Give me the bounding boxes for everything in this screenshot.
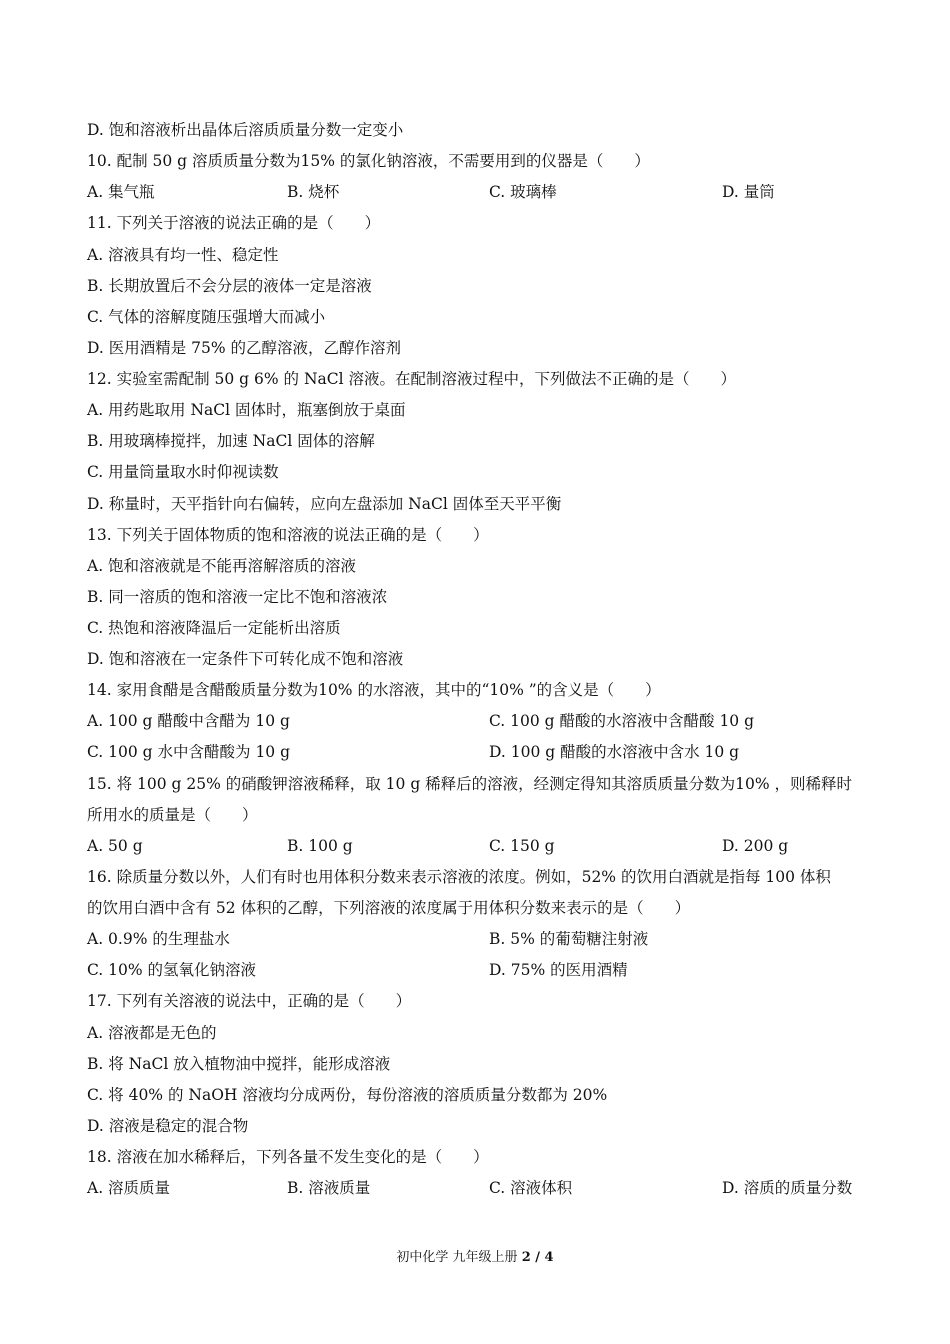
option-d: D. 饱和溶液在一定条件下可转化成不饱和溶液	[87, 650, 404, 668]
option-d: D. 75% 的医用酒精	[489, 961, 628, 979]
option-a: A. 饱和溶液就是不能再溶解溶质的溶液	[87, 557, 357, 575]
option-a: A. 集气瓶	[87, 183, 155, 201]
option-d: D. 医用酒精是 75% 的乙醇溶液，乙醇作溶剂	[87, 339, 402, 357]
option-c: C. 热饱和溶液降温后一定能析出溶质	[87, 619, 341, 637]
question-10: 10. 配制 50 g 溶质质量分数为15% 的氯化钠溶液，不需要用到的仪器是（ ）	[87, 152, 650, 170]
option-c: C. 100 g 水中含醋酸为 10 g	[87, 743, 291, 761]
option-a: A. 溶质质量	[87, 1179, 171, 1197]
option-c: C. 溶液体积	[489, 1179, 573, 1197]
option-b: B. 5% 的葡萄糖注射液	[489, 930, 649, 948]
question-16: 16. 除质量分数以外，人们有时也用体积分数来表示溶液的浓度。例如，52% 的饮用白酒就是指每 100 体积	[87, 868, 831, 886]
page-footer	[0, 1246, 950, 1265]
question-14: 14. 家用食醋是含醋酸质量分数为10% 的水溶液，其中的“10% ”的含义是（ ）	[87, 681, 661, 699]
option-d: D. 溶液是稳定的混合物	[87, 1117, 249, 1135]
option-b: B. 溶液质量	[287, 1179, 371, 1197]
question-15: 15. 将 100 g 25% 的硝酸钾溶液稀释，取 10 g 稀释后的溶液，经测定得知其溶质质量分数为10% ，则稀释时	[87, 775, 853, 793]
option-d: D. 200 g	[722, 837, 789, 855]
option-a: A. 溶液都是无色的	[87, 1024, 217, 1042]
option-c: C. 用量筒量取水时仰视读数	[87, 463, 279, 481]
option-a: A. 溶液具有均一性、稳定性	[87, 246, 279, 264]
footer-label: 初中化学 九年级上册	[396, 1250, 522, 1265]
option-d-q9: D. 饱和溶液析出晶体后溶质质量分数一定变小	[87, 121, 404, 139]
option-c: C. 气体的溶解度随压强增大而减小	[87, 308, 326, 326]
option-d: D. 溶质的质量分数	[722, 1179, 853, 1197]
option-a: A. 100 g 醋酸中含醋为 10 g	[87, 712, 290, 730]
question-18: 18. 溶液在加水稀释后，下列各量不发生变化的是（ ）	[87, 1148, 489, 1166]
question-12: 12. 实验室需配制 50 g 6% 的 NaCl 溶液。在配制溶液过程中，下列做法不正确的是（ ）	[87, 370, 736, 388]
option-b: B. 长期放置后不会分层的液体一定是溶液	[87, 277, 372, 295]
option-c: C. 10% 的氢氧化钠溶液	[87, 961, 257, 979]
option-b: B. 烧杯	[287, 183, 340, 201]
option-a: A. 用药匙取用 NaCl 固体时，瓶塞倒放于桌面	[87, 401, 406, 419]
question-17: 17. 下列有关溶液的说法中，正确的是（ ）	[87, 992, 412, 1010]
option-c: C. 100 g 醋酸的水溶液中含醋酸 10 g	[489, 712, 755, 730]
page-number: 2 / 4	[521, 1250, 554, 1265]
option-d: D. 量筒	[722, 183, 775, 201]
option-c: C. 玻璃棒	[489, 183, 557, 201]
question-11: 11. 下列关于溶液的说法正确的是（ ）	[87, 214, 381, 232]
option-c: C. 将 40% 的 NaOH 溶液均分成两份，每份溶液的溶质质量分数都为 20%	[87, 1086, 608, 1104]
question-13: 13. 下列关于固体物质的饱和溶液的说法正确的是（ ）	[87, 526, 489, 544]
option-a: A. 0.9% 的生理盐水	[87, 930, 230, 948]
option-b: B. 同一溶质的饱和溶液一定比不饱和溶液浓	[87, 588, 388, 606]
question-15-cont: 所用水的质量是（ ）	[87, 806, 258, 824]
option-d: D. 称量时，天平指针向右偏转，应向左盘添加 NaCl 固体至天平平衡	[87, 495, 562, 513]
question-16-cont: 的饮用白酒中含有 52 体积的乙醇，下列溶液的浓度属于用体积分数来表示的是（ ）	[87, 899, 691, 917]
option-c: C. 150 g	[489, 837, 555, 855]
option-d: D. 100 g 醋酸的水溶液中含水 10 g	[489, 743, 740, 761]
option-b: B. 将 NaCl 放入植物油中搅拌，能形成溶液	[87, 1055, 391, 1073]
option-a: A. 50 g	[87, 837, 143, 855]
option-b: B. 100 g	[287, 837, 353, 855]
option-b: B. 用玻璃棒搅拌，加速 NaCl 固体的溶解	[87, 432, 375, 450]
